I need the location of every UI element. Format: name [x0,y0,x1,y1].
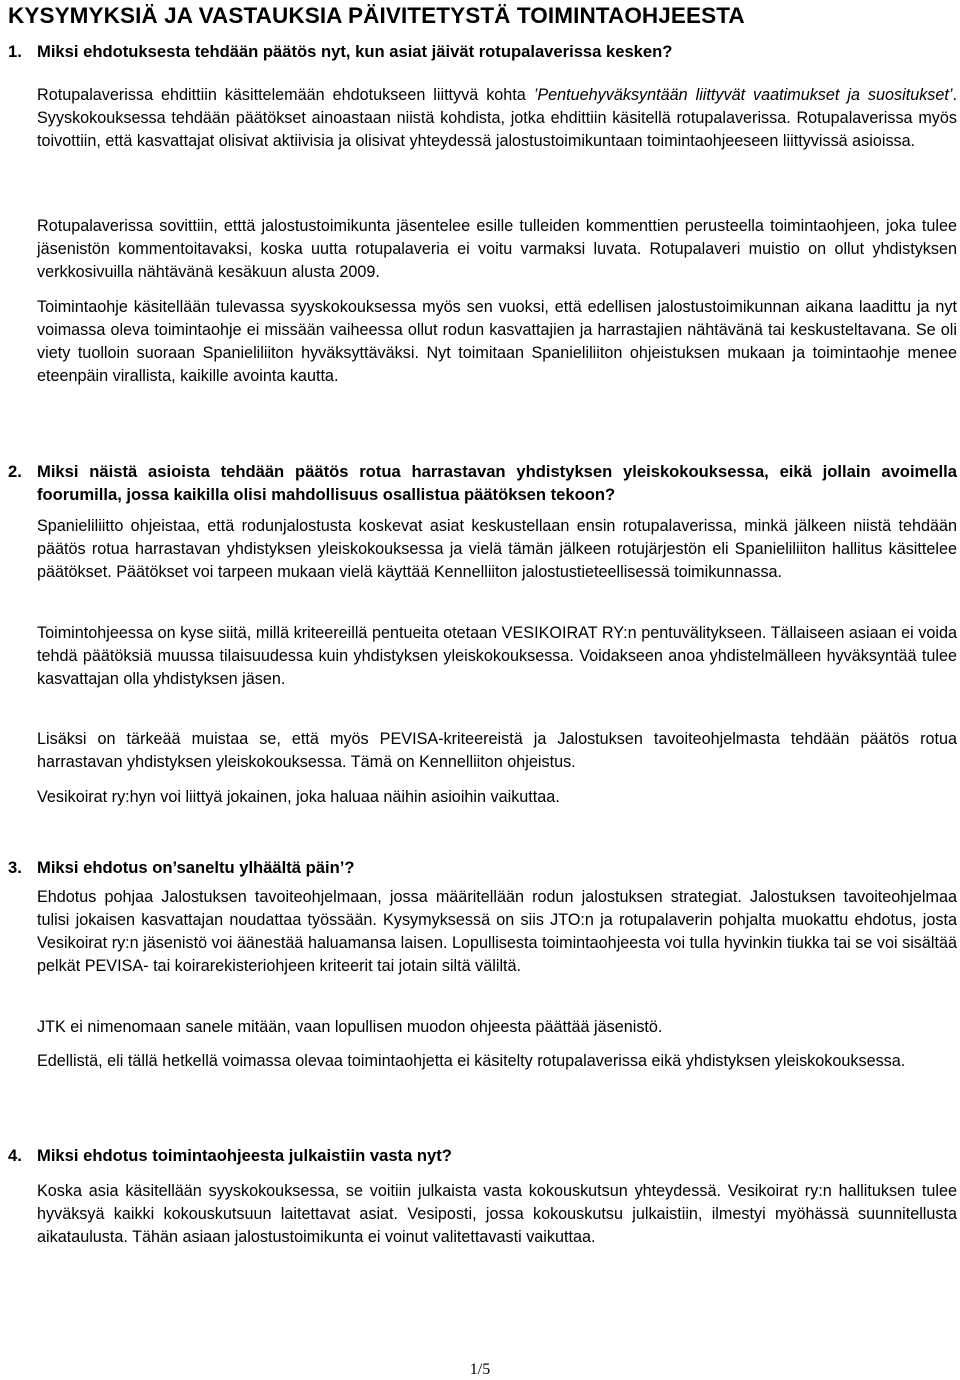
section-2-paragraph-1: Spanieliliitto ohjeistaa, että rodunjalostusta koskevat asiat keskustellaan ensin rotupalaverissa, minkä jälkeen niistä tehdään päätös rotua harrastavan yhdistyksen yleiskokouksessa ja vielä tämän jälkeen rotujärjestön eli Spanieliliiton hallitus käsittelee päätökset. Päätökset voi tarpeen mukaan vielä käyttää Kennelliiton jalostustieteellisessä toimikunnassa. [37,517,957,581]
question-2-number: 2. [8,462,22,481]
question-1-text: Miksi ehdotuksesta tehdään päätös nyt, kun asiat jäivät rotupalaverissa kesken? [37,42,673,61]
page-number: 1/5 [469,1361,491,1378]
section-3-paragraph-1: Ehdotus pohjaa Jalostuksen tavoiteohjelmaan, jossa määritellään rodun jalostuksen strategiat. Jalostuksen tavoiteohjelmaa tulisi jokaisen kasvattajan noudattaa työssään. Kysymyksessä on siis JTO:n ja rotupalaverin pohjalta muokattu ehdotus, josta Vesikoirat ry:n jäsenistö voi äänestää haluamansa laisen. Lopullisesta toimintaohjeesta voi tulla hyvinkin tiukka tai se voi sisältää pelkät PEVISA- tai koirarekisteriohjeen kriteerit tai jotain siltä väliltä. [37,888,957,975]
section-3-paragraph-3: Edellistä, eli tällä hetkellä voimassa olevaa toimintaohjetta ei käsitelty rotupalaverissa eikä yhdistyksen yleiskokouksessa. [37,1052,906,1070]
question-3-number: 3. [8,858,22,877]
section-1-paragraph-2: Rotupalaverissa sovittiin, etttä jalostustoimikunta jäsentelee esille tulleiden kommenttien perusteella toimintaohjeen, joka tulee jäsenistön kommentoitavaksi, koska uutta rotupalaveria ei voitu varmaksi luvata. Rotupalaveri muistio on ollut yhdistyksen verkkosivuilla nähtävänä kesäkuun alusta 2009. [37,217,957,281]
section-1-paragraph-1-italic: ’Pentuehyväksyntään liittyvät vaatimukset ja suositukset’ [533,86,953,104]
question-1-heading [8,40,957,63]
section-1-paragraph-1-text: Rotupalaverissa ehdittiin käsittelemään ehdotukseen liittyvä kohta [37,86,534,104]
section-2-paragraph-3: Lisäksi on tärkeää muistaa se, että myös PEVISA-kriteereistä ja Jalostuksen tavoiteohjelmasta tehdään päätös rotua harrastavan yhdistyksen yleiskokouksessa. Tämä on Kennelliiton ohjeistus. [37,730,957,771]
question-2-heading [8,460,957,506]
section-4-paragraph-1: Koska asia käsitellään syyskokouksessa, se voitiin julkaista vasta kokouskutsun yhteydessä. Vesikoirat ry:n hallituksen tulee hyväksyä kaikki kokouskutsuun laitettavat asiat. Vesiposti, jossa kokouskutsu julkaistiin, ilmestyi myöhässä suunnitellusta aikataulusta. Tähän asiaan jalostustoimikunta ei voinut valitettavasti vaikuttaa. [37,1182,957,1246]
question-4-number: 4. [8,1146,22,1165]
question-3-heading [8,856,957,879]
question-4-text: Miksi ehdotus toimintaohjeesta julkaistiin vasta nyt? [37,1146,452,1165]
document-title: KYSYMYKSIÄ JA VASTAUKSIA PÄIVITETYSTÄ TOIMINTAOHJEESTA [8,3,745,28]
section-3-paragraph-2: JTK ei nimenomaan sanele mitään, vaan lopullisen muodon ohjeesta päättää jäsenistö. [37,1018,663,1036]
section-1-paragraph-1-text-cont: . Syyskokouksessa tehdään päätökset ainoastaan niistä kohdista, jotka ehdittiin käsitellä rotupalaverissa. Rotupalaverissa myös toivottiin, että kasvattajat olisivat aktiivisia ja olisivat yhteydessä jalostustoimikuntaan toimintaohjeeseen liittyvissä asioissa. [37,86,957,150]
section-1-paragraph-3: Toimintaohje käsitellään tulevassa syyskokouksessa myös sen vuoksi, että edellisen jalostustoimikunnan aikana laadittu ja nyt voimassa oleva toimintaohje ei missään vaiheessa ollut rodun kasvattajien ja harrastajien nähtävänä tai keskusteltavana. Se oli viety tuolloin suoraan Spanieliliiton hyväksyttäväksi. Nyt toimitaan Spanieliliiton ohjeistuksen mukaan ja toimintaohje menee eteenpäin virallista, kaikille avointa kautta. [37,298,957,385]
question-2-text: Miksi näistä asioista tehdään päätös rotua harrastavan yhdistyksen yleiskokouksessa, eikä jollain avoimella foorumilla, jossa kaikilla olisi mahdollisuus osallistua päätöksen tekoon? [37,462,957,504]
section-2-paragraph-4: Vesikoirat ry:hyn voi liittyä jokainen, joka haluaa näihin asioihin vaikuttaa. [37,788,560,806]
section-2-paragraph-2: Toimintohjeessa on kyse siitä, millä kriteereillä pentueita otetaan VESIKOIRAT RY:n pentuvälitykseen. Tällaiseen asiaan ei voida tehdä päätöksiä muussa tilaisuudessa kuin yhdistyksen yleiskokouksessa. Voidakseen anoa yhdistelmälleen hyväksyntää tulee kasvattajan olla yhdistyksen jäsen. [37,624,957,688]
question-3-text: Miksi ehdotus on’saneltu ylhäältä päin’? [37,858,355,877]
section-1-paragraph-1 [37,84,957,153]
question-1-number: 1. [8,42,22,61]
question-4-heading [8,1144,957,1167]
